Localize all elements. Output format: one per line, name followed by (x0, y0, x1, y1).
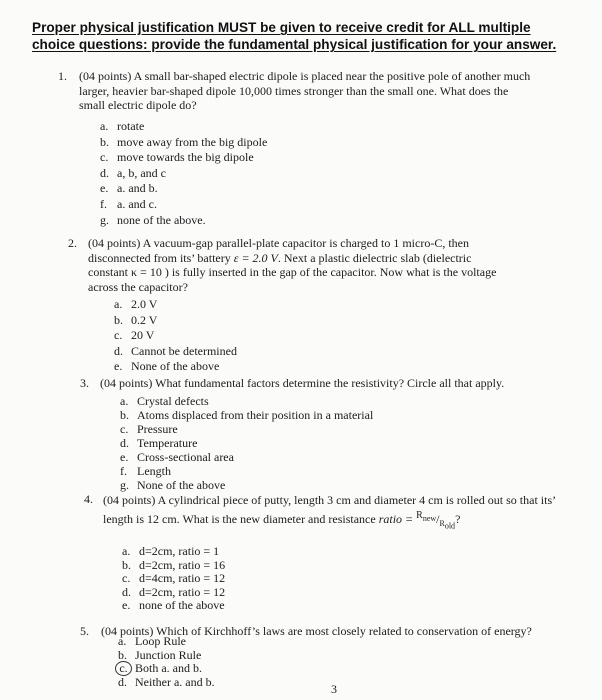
question-number: 4. (84, 492, 93, 506)
question-number: 3. (80, 376, 89, 390)
option-b[interactable]: b. Junction Rule (118, 647, 202, 662)
option-f[interactable]: f. Length (120, 464, 171, 478)
option-g[interactable]: g. none of the above. (100, 212, 206, 227)
option-d[interactable]: d. d=2cm, ratio = 12 (122, 584, 226, 599)
question-4-options (122, 544, 225, 612)
option-c[interactable]: c. Pressure (120, 422, 178, 436)
question-2-options (114, 297, 237, 375)
emf-expression: ε = 2.0 V (233, 250, 278, 265)
question-text: (04 points) Which of Kirchhoff’s laws are most closely related to conservation of energy? (101, 624, 532, 638)
option-d[interactable]: d. Cannot be determined (114, 343, 237, 358)
header-line-2: choice questions: provide the fundamental physical justification for your answer. (32, 37, 557, 52)
option-f[interactable]: f. a. and c. (100, 196, 157, 211)
option-e[interactable]: e. Cross-sectional area (120, 450, 234, 464)
option-e[interactable]: e. None of the above (114, 359, 220, 374)
question-number: 2. (68, 236, 77, 250)
option-b[interactable]: b. 0.2 V (114, 312, 158, 327)
question-1 (58, 69, 533, 113)
option-b[interactable]: b. move away from the big dipole (100, 134, 268, 149)
option-c-circled[interactable]: c. Both a. and b. (118, 661, 215, 675)
kappa-expression: κ = 10 (131, 265, 162, 280)
question-4 (84, 492, 564, 535)
option-e[interactable]: e. a. and b. (100, 181, 158, 196)
question-number: 5. (80, 624, 89, 638)
option-c[interactable]: c. 20 V (114, 328, 155, 343)
answer-circle: c. (115, 661, 132, 676)
option-b[interactable]: b. Atoms displaced from their position in a material (120, 408, 374, 422)
option-a[interactable]: a. d=2cm, ratio = 1 (122, 544, 220, 558)
option-a[interactable]: a. rotate (100, 119, 145, 133)
page-number: 3 (331, 682, 337, 696)
question-number: 1. (58, 69, 67, 83)
option-a[interactable]: a. Crystal defects (120, 394, 209, 408)
question-text: (04 points) A small bar-shaped electric dipole is placed near the positive pole of another much larger, heavier bar-shaped dipole 10,000 times stronger than the small one. What does the small electric dipole do? (79, 69, 531, 113)
question-3 (80, 376, 550, 391)
option-d[interactable]: d. a, b, and c (100, 165, 166, 180)
option-b[interactable]: b. d=2cm, ratio = 16 (122, 557, 226, 572)
question-text: (04 points) A vacuum-gap parallel-plate capacitor is charged to 1 micro-C, then disconnected from its’ battery ε = 2.0 V. Next a plastic dielectric slab (dielectric constant κ = 10 ) is fully inserted in the gap of the capacitor. Now what is the voltage across the capacitor? (88, 236, 497, 294)
question-text: (04 points) A cylindrical piece of putty, length 3 cm and diameter 4 cm is rolled out so that its’ length is 12 cm. What is the new diameter and resistance ratio = $^{R_{new}}/_{R_{old}}$? (103, 493, 556, 531)
instructions-header (32, 19, 577, 53)
option-c[interactable]: c. d=4cm, ratio = 12 (122, 571, 226, 585)
option-a[interactable]: a. Loop Rule (118, 634, 186, 648)
option-e[interactable]: e. none of the above (122, 598, 225, 612)
option-a[interactable]: a. 2.0 V (114, 297, 158, 311)
question-5-options (118, 634, 215, 688)
question-text: (04 points) What fundamental factors determine the resistivity? Circle all that apply. (100, 376, 505, 390)
header-line-1: Proper physical justification MUST be given to receive credit for ALL multiple (32, 20, 531, 35)
question-3-options (120, 394, 373, 492)
question-1-options (100, 119, 267, 228)
option-d[interactable]: d. Temperature (120, 436, 198, 450)
option-c[interactable]: c. move towards the big dipole (100, 150, 254, 165)
ratio-expression: ratio = $^{R_{new}}/_{R_{old}}$ (378, 510, 456, 531)
option-g[interactable]: g. None of the above (120, 478, 226, 492)
question-2 (68, 236, 508, 294)
option-d[interactable]: d. Neither a. and b. (118, 674, 215, 689)
